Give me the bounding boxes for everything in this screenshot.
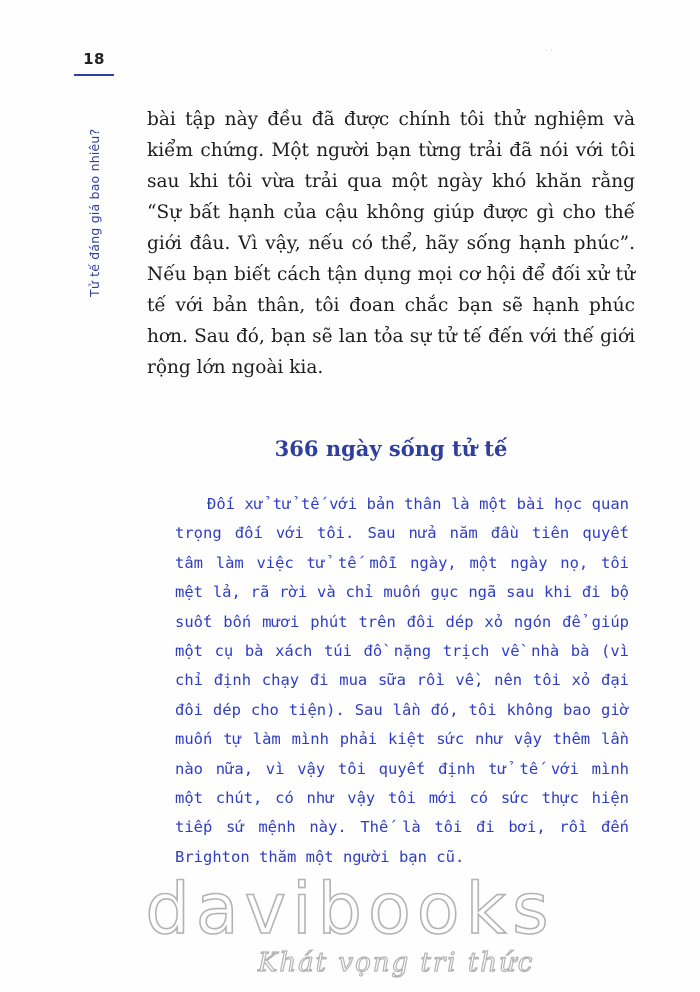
diary-entry-text: Đối xử tử tế với bản thân là một bài học quan trọng đối với tôi. Sau nửa năm đầu tiên quyết tâm làm việc tử tế mỗi ngày, một ngày nọ, tôi mệt lả, rã rời và chỉ muốn gục ngã sau khi đi bộ suốt bốn mươi phút trên đôi dép xỏ ngón để giúp một cụ bà xách túi đồ nặng trịch về nhà bà (vì chỉ định chạy đi mua sữa rồi về, nên tôi xỏ đại đôi dép cho tiện). Sau lần đó, tôi không bao giờ muốn tự làm mình phải kiệt sức như vậy thêm lần nào nữa, vì vậy tôi quyết định tử tế với mình một chút, có như vậy tôi mới có sức thực hiện tiếp sứ mệnh này. Thế là tôi đi bơi, rồi đến Brighton thăm một người bạn cũ. — [175, 495, 629, 866]
watermark-logo: davibooks — [145, 868, 555, 950]
scan-speck-marks: · · — [545, 46, 553, 55]
section-heading: 366 ngày sống tử tế — [274, 436, 508, 461]
page-number-rule — [74, 74, 114, 76]
page-number: 18 — [83, 50, 105, 68]
running-title: Tử tế đáng giá bao nhiêu? — [87, 128, 102, 297]
body-paragraph: bài tập này đều đã được chính tôi thử nghiệm và kiểm chứng. Một người bạn từng trải đã nói với tôi sau khi tôi vừa trải qua một ngày khó khăn rằng “Sự bất hạnh của cậu không giúp được gì cho thế giới đâu. Vì vậy, nếu có thể, hãy sống hạnh phúc”. Nếu bạn biết cách tận dụng mọi cơ hội để đối xử tử tế với bản thân, tôi đoan chắc bạn sẽ hạnh phúc hơn. Sau đó, bạn sẽ lan tỏa sự tử tế đến với thế giới rộng lớn ngoài kia. — [147, 109, 635, 378]
watermark-slogan: Khát vọng tri thức — [258, 948, 535, 978]
